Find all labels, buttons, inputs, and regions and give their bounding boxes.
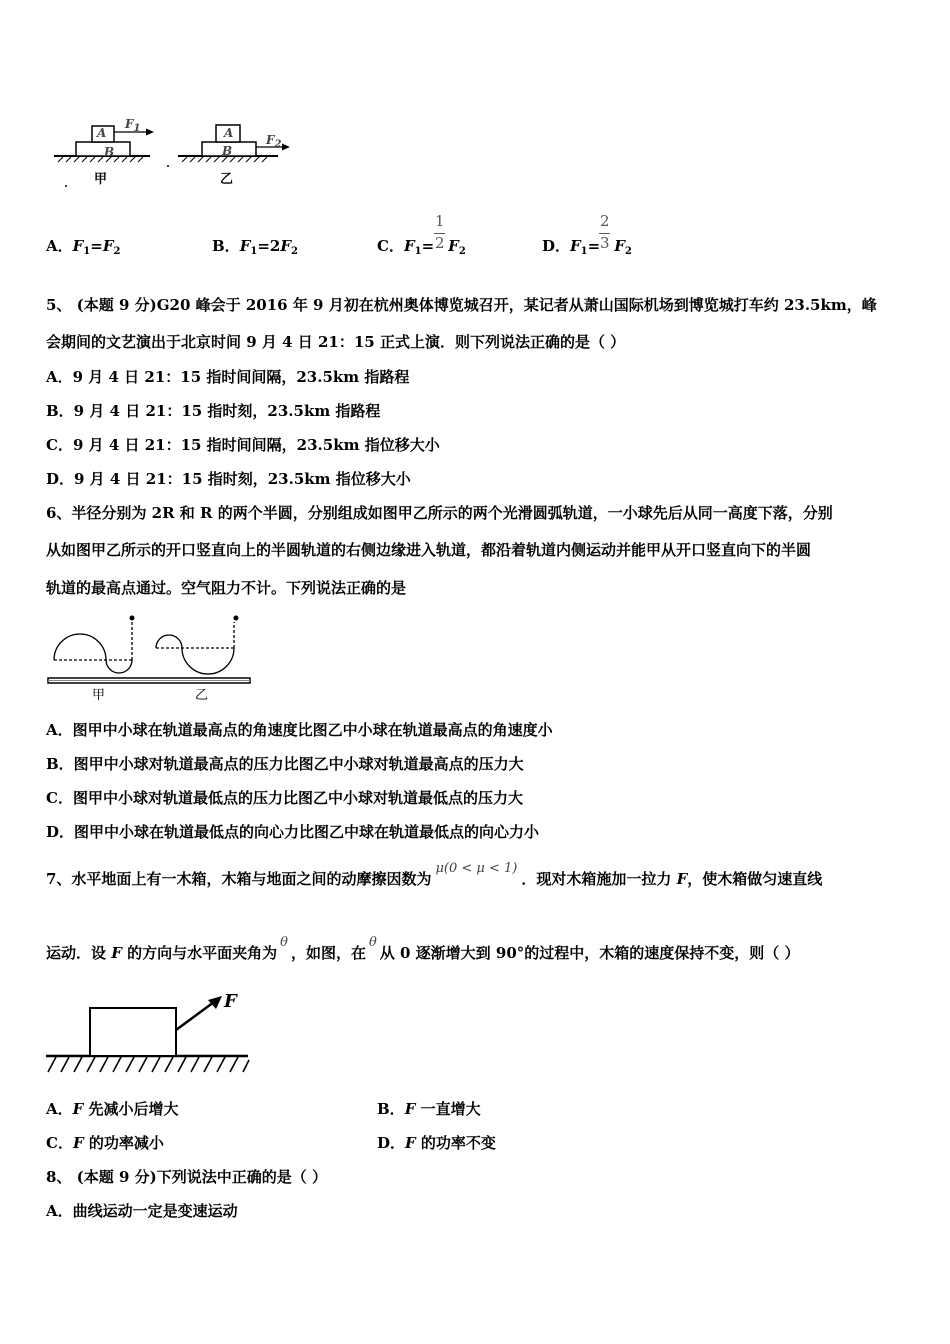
- q4-label-f2: $F_2$: [266, 133, 282, 150]
- q7-stem-line1: 7、水平地面上有一木箱，木箱与地面之间的动摩擦因数为μ(0 < μ < 1)．现对木箱施加一拉力 F，使木箱做匀速直线: [46, 861, 823, 888]
- q6-ball-right: [234, 616, 239, 621]
- q8-stem: 8、 (本题 9 分)下列说法中正确的是（ ）: [46, 1168, 327, 1186]
- q6-track-left: [54, 622, 132, 673]
- q7-box: [90, 1008, 176, 1056]
- q4-label-b-right: B: [222, 144, 233, 158]
- q6-option-d[interactable]: D．图甲中小球在轨道最低点的向心力比图乙中球在轨道最低点的向心力小: [46, 823, 540, 841]
- q4-label-b-left: B: [104, 145, 115, 159]
- q6-option-b[interactable]: B．图甲中小球对轨道最高点的压力比图乙中小球对轨道最高点的压力大: [46, 755, 524, 773]
- q7-option-c[interactable]: C．F 的功率减小: [46, 1134, 164, 1152]
- q7-figure: [44, 990, 250, 1080]
- q7-option-d[interactable]: D．F 的功率不变: [377, 1134, 496, 1152]
- q4-option-d[interactable]: D．$F_1= F_2$: [542, 237, 632, 257]
- q5-option-d[interactable]: D．9 月 4 日 21：15 指时刻，23.5km 指位移大小: [46, 470, 411, 488]
- q4-figure: [50, 112, 300, 192]
- q5-stem-line2: 会期间的文艺演出于北京时间 9 月 4 日 21：15 正式上演．则下列说法正确的是（ ）: [46, 333, 626, 351]
- q5-stem-line1: 5、 (本题 9 分)G20 峰会于 2016 年 9 月初在杭州奥体博览城召开，某记者从萧山国际机场到博览城打车约 23.5km，峰: [46, 296, 877, 314]
- q6-option-c[interactable]: C．图甲中小球对轨道最低点的压力比图乙中小球对轨道最低点的压力大: [46, 789, 523, 807]
- q7-theta-1: θ: [280, 935, 288, 950]
- q7-stem-line2: 运动．设 F 的方向与水平面夹角为θ，如图，在θ从 0 逐渐增大到 90°的过程中，木箱的速度保持不变，则（ ）: [46, 935, 800, 962]
- q4-block-b-left: [76, 142, 130, 156]
- q4-caption-left: 甲: [94, 172, 108, 187]
- q6-stem-line2: 从如图甲乙所示的开口竖直向上的半圆轨道的右侧边缘进入轨道，都沿着轨道内侧运动并能甲从开口竖直向下的半圆: [46, 541, 812, 559]
- q7-force-arrow: [176, 1002, 214, 1030]
- q6-option-a[interactable]: A．图甲中小球在轨道最高点的角速度比图乙中小球在轨道最高点的角速度小: [46, 721, 553, 739]
- q7-option-a[interactable]: A．F 先减小后增大: [46, 1100, 179, 1118]
- q4-label-a-right: A: [224, 126, 234, 140]
- q6-stem-line3: 轨道的最高点通过。空气阻力不计。下列说法正确的是: [46, 579, 407, 597]
- q7-mu-expression: μ(0 < μ < 1): [435, 861, 518, 876]
- q5-option-b[interactable]: B．9 月 4 日 21：15 指时刻，23.5km 指路程: [46, 402, 381, 420]
- q7-theta-2: θ: [368, 935, 377, 950]
- q6-fig-label-left: 甲: [92, 688, 106, 703]
- q4-label-a-left: A: [97, 126, 107, 140]
- q5-option-a[interactable]: A．9 月 4 日 21：15 指时间间隔，23.5km 指路程: [46, 368, 410, 386]
- q4-label-f1: $F_1$: [125, 117, 141, 134]
- q6-ball-left: [130, 616, 135, 621]
- q4-option-a[interactable]: A．$F_1=F_2$: [46, 237, 121, 257]
- q4-option-c[interactable]: C．$F_1= F_2$: [377, 237, 466, 257]
- q8-option-a[interactable]: A．曲线运动一定是变速运动: [46, 1202, 238, 1220]
- q7-option-b[interactable]: B．F 一直增大: [377, 1100, 481, 1118]
- q7-fig-force-label: F: [224, 991, 237, 1012]
- q6-stem-line1: 6、半径分别为 2R 和 R 的两个半圆，分别组成如图甲乙所示的两个光滑圆弧轨道，一小球先后从同一高度下落，分别: [46, 504, 833, 522]
- q5-option-c[interactable]: C．9 月 4 日 21：15 指时间间隔，23.5km 指位移大小: [46, 436, 440, 454]
- q6-figure: [46, 610, 256, 705]
- q6-track-right: [156, 622, 234, 674]
- q4-caption-right: 乙: [220, 172, 234, 187]
- q6-fig-label-right: 乙: [195, 688, 209, 703]
- q4-option-b[interactable]: B．$F_1=2F_2$: [212, 237, 298, 257]
